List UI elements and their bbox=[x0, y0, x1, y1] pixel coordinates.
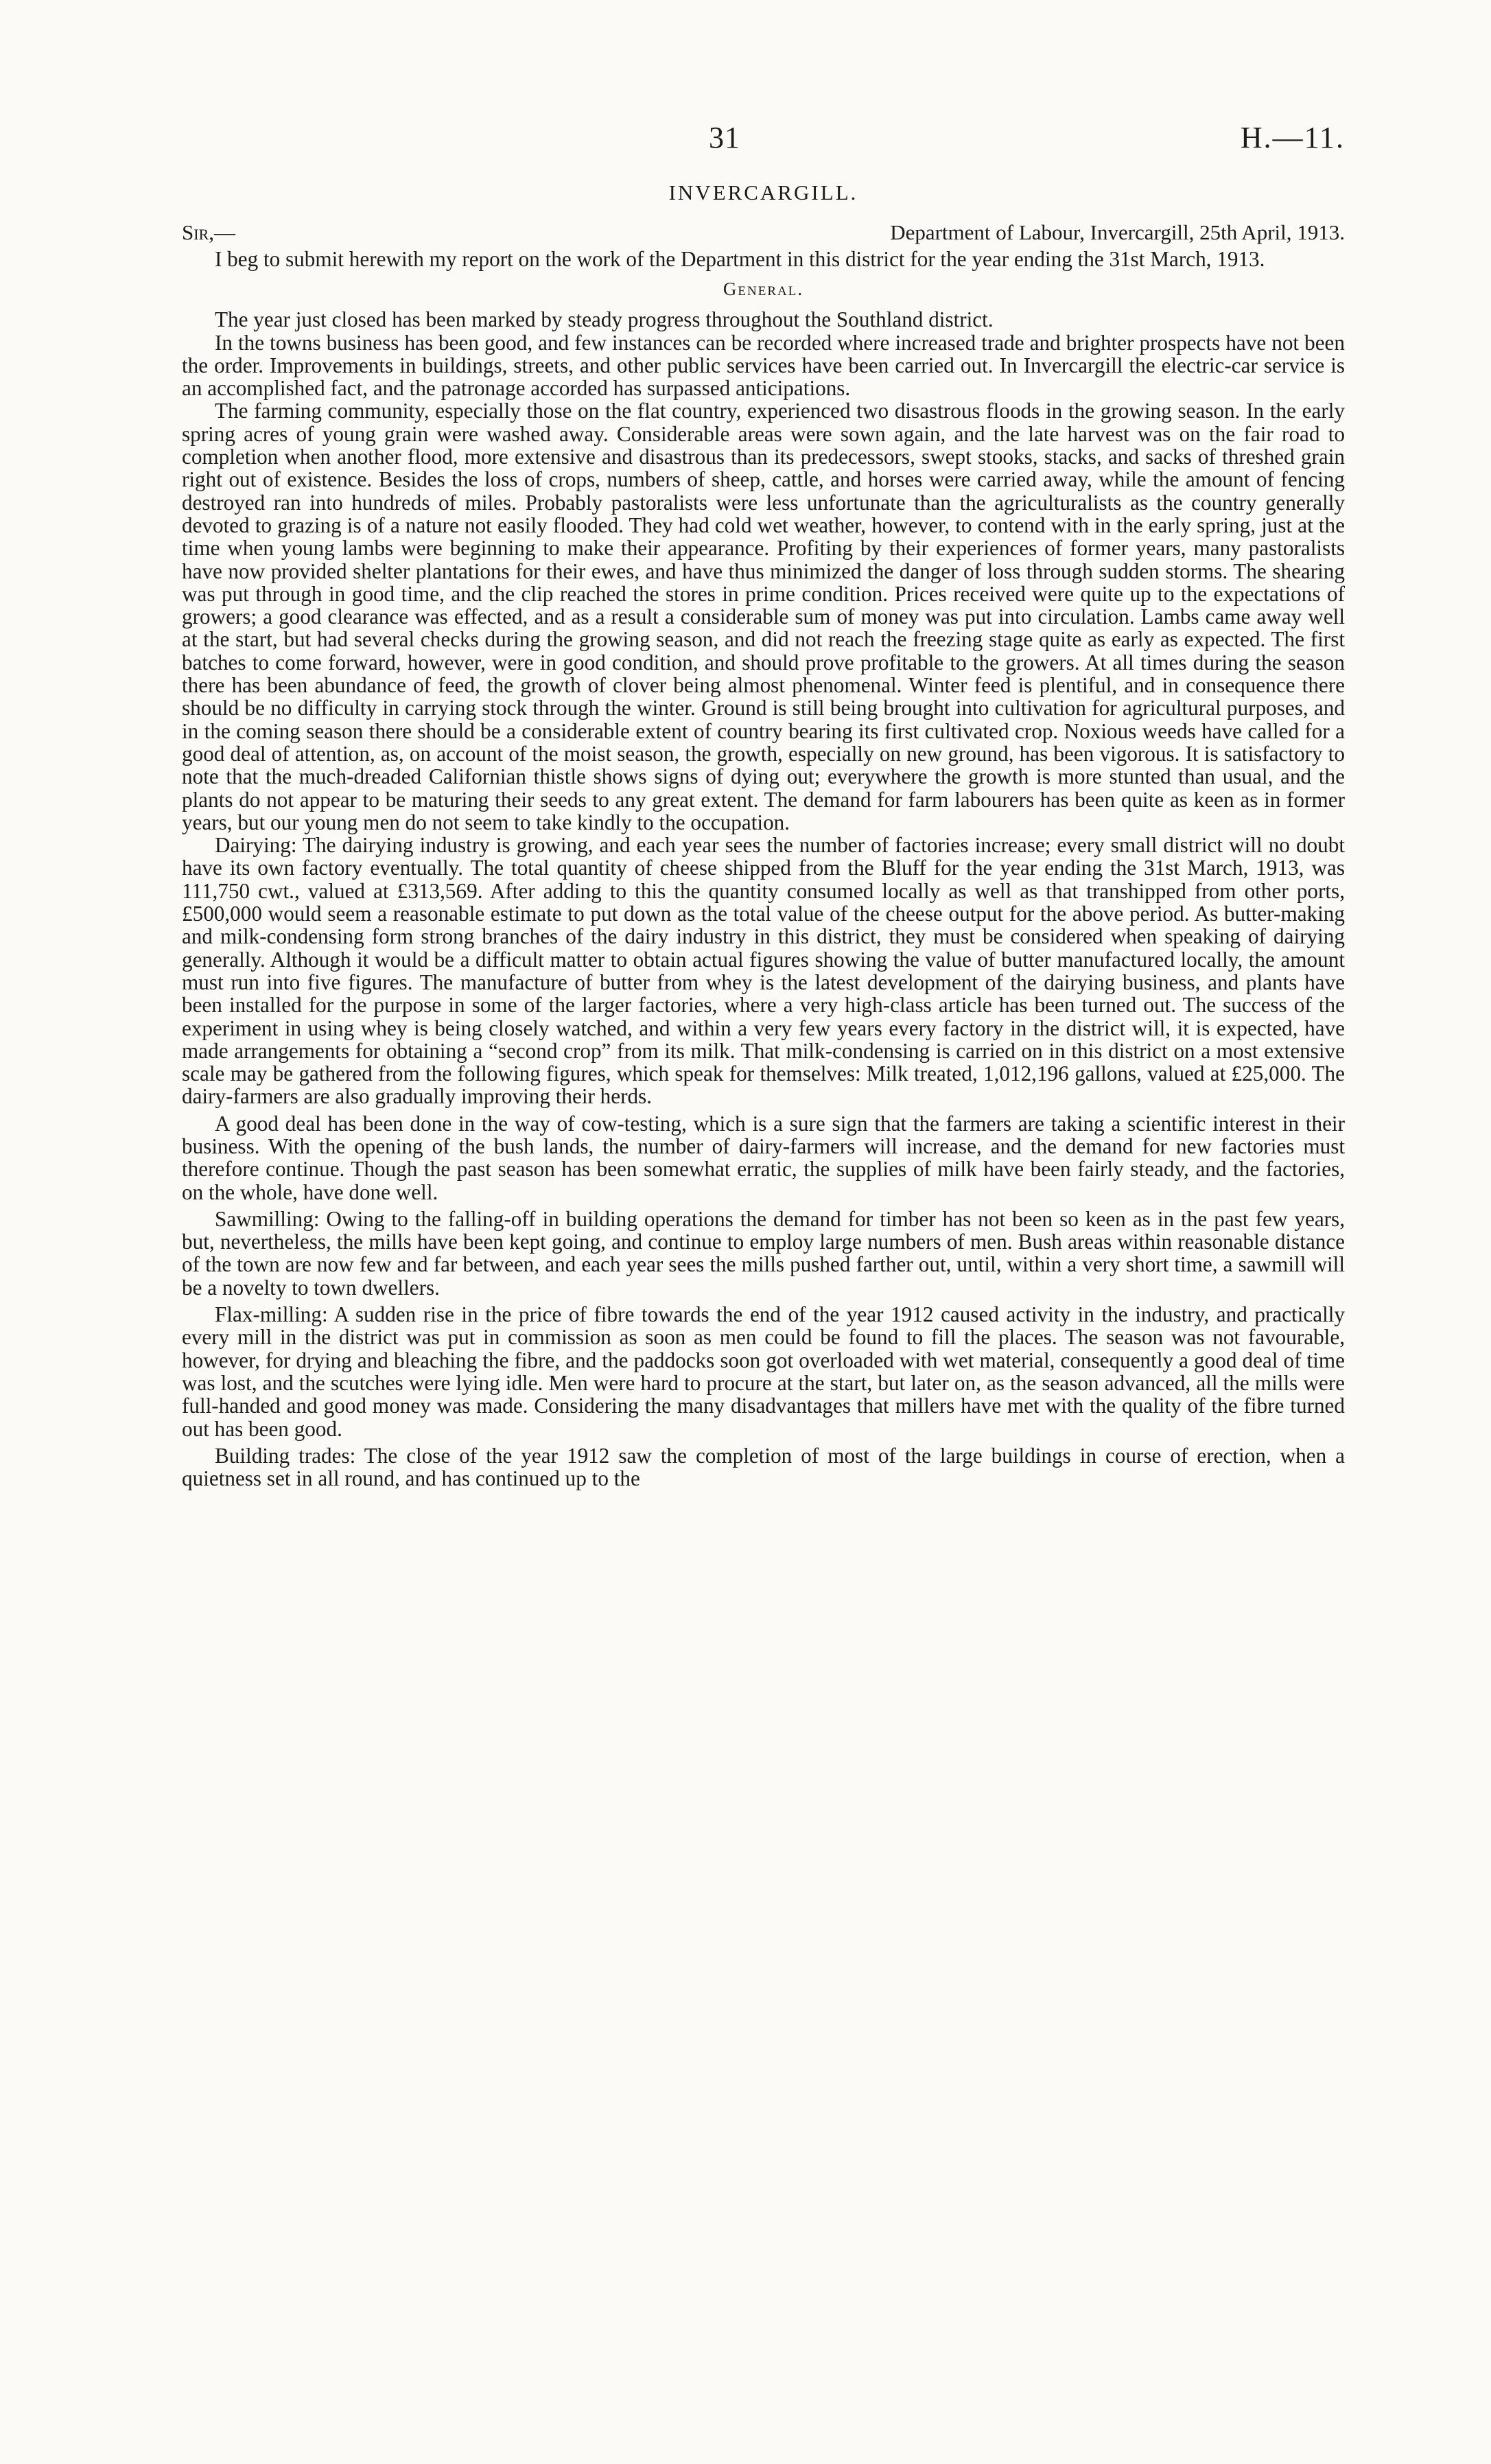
paragraph: A good deal has been done in the way of cow-testing, which is a sure sign that the farmers are taking a scientific interest in their business. With the opening of the bush lands, the number of dairy-farmers will increase, and the demand for new factories must therefore continue. Though the past season has been somewhat erratic, the supplies of milk have been fairly steady, and the factories, on the whole, have done well. bbox=[182, 1111, 1345, 1204]
paragraph: The year just closed has been marked by steady progress throughout the Southland district. bbox=[215, 307, 994, 332]
paragraph: Dairying: The dairying industry is growing, and each year sees the number of factories increase; every small district will no doubt have its own factory eventually. The total quantity of cheese shipped from the Bluff for the year ending the 31st March, 1913, was 111,750 cwt., valued at £313,569. After adding to this the quantity consumed locally as well as that transhipped from other ports, £500,000 would seem a reasonable estimate to put down as the total value of the cheese output for the above period. As butter-making and milk-condensing form strong branches of the dairy industry in this district, they must be considered when speaking of dairying generally. Although it would be a difficult matter to obtain actual figures showing the value of butter manufactured locally, the amount must run into five figures. The manufacture of butter from whey is the latest development of the dairying business, and plants have been installed for the purpose in some of the larger factories, where a very high-class article has been turned out. The success of the experiment in using whey is being closely watched, and within a very few years every factory in the district will, it is expected, have made arrangements for obtaining a “second crop” from its milk. That milk-condensing is carried on in this district on a most extensive scale may be gathered from the following figures, which speak for themselves: Milk treated, 1,012,196 gallons, valued at £25,000. The dairy-farmers are also gradually improving their herds. bbox=[182, 833, 1345, 1109]
section-heading: General. bbox=[723, 279, 804, 300]
paragraph: Building trades: The close of the year 1912 saw the completion of most of the large buildings in course of erection, when a quietness set in all round, and has continued up to the bbox=[182, 1443, 1345, 1491]
salutation-row bbox=[182, 220, 1345, 248]
report-code: H.—11. bbox=[1240, 121, 1345, 154]
body-text bbox=[182, 308, 1345, 1490]
intro-paragraph: I beg to submit herewith my report on the work of the Department in this district for the year ending the 31st March, 1913. bbox=[215, 247, 1265, 271]
paragraph: In the towns business has been good, and few instances can be recorded where increased trade and brighter prospects have not been the order. Improvements in buildings, streets, and other public services have been carried out. In Invercargill the electric-car service is an accomplished fact, and the patronage accorded has surpassed anticipations. bbox=[182, 330, 1345, 401]
page-number: 31 bbox=[709, 121, 740, 154]
paragraph: The farming community, especially those on the flat country, experienced two disastrous floods in the growing season. In the early spring acres of young grain were washed away. Considerable areas were sown again, and the late harvest was on the fair road to completion when another flood, more extensive and disastrous than its predecessors, swept stooks, stacks, and sacks of threshed grain right out of existence. Besides the loss of crops, numbers of sheep, cattle, and horses were carried away, while the amount of fencing destroyed ran into hundreds of miles. Probably pastoralists were less unfortunate than the agriculturalists as the country generally devoted to grazing is of a nature not easily flooded. They had cold wet weather, however, to contend with in the early spring, just at the time when young lambs were beginning to make their appearance. Profiting by their experiences of former years, many pastoralists have now provided shelter plantations for their ewes, and have thus minimized the danger of loss through sudden storms. The shearing was put through in good time, and the clip reached the stores in prime condition. Prices received were quite up to the expectations of growers; a good clearance was effected, and as a result a considerable sum of money was put into circulation. Lambs came away well at the start, but had several checks during the growing season, and did not reach the freezing stage quite as early as expected. The first batches to come forward, however, were in good condition, and should prove profitable to the growers. At all times during the season there has been abundance of feed, the growth of clover being almost phenomenal. Winter feed is plentiful, and in consequence there should be no difficulty in carrying stock through the winter. Ground is still being brought into cultivation for agricultural purposes, and in the coming season there should be a considerable extent of country bearing its first cultivated crop. Noxious weeds have called for a good deal of attention, as, on account of the moist season, the growth, especially on new ground, has been vigorous. It is satisfactory to note that the much-dreaded Californian thistle shows signs of dying out; everywhere the growth is more stunted than usual, and the plants do not appear to be maturing their seeds to any great extent. The demand for farm labourers has been quite as keen as in former years, but our young men do not seem to take kindly to the occupation. bbox=[182, 399, 1345, 834]
place-title: INVERCARGILL. bbox=[668, 180, 858, 204]
salutation: Sir,— bbox=[182, 220, 235, 244]
document-page bbox=[182, 120, 1345, 1490]
paragraph: Sawmilling: Owing to the falling-off in building operations the demand for timber has not been so keen as in the past few years, but, nevertheless, the mills have been kept going, and continue to employ large numbers of men. Bush areas within reasonable distance of the town are now few and far between, and each year sees the mills pushed farther out, until, within a very short time, a sawmill will be a novelty to town dwellers. bbox=[182, 1206, 1345, 1300]
page-header bbox=[182, 120, 1345, 168]
paragraph: Flax-milling: A sudden rise in the price of fibre towards the end of the year 1912 caused activity in the industry, and practically every mill in the district was put in commission as soon as men could be found to fill the places. The season was not favourable, however, for drying and bleaching the fibre, and the paddocks soon got overloaded with wet material, consequently a good deal of time was lost, and the scutches were lying idle. Men were hard to procure at the start, but later on, as the season advanced, all the mills were full-handed and good money was made. Considering the many disadvantages that millers have met with the quality of the fibre turned out has been good. bbox=[182, 1302, 1345, 1441]
address-line: Department of Labour, Invercargill, 25th April, 1913. bbox=[890, 220, 1345, 244]
